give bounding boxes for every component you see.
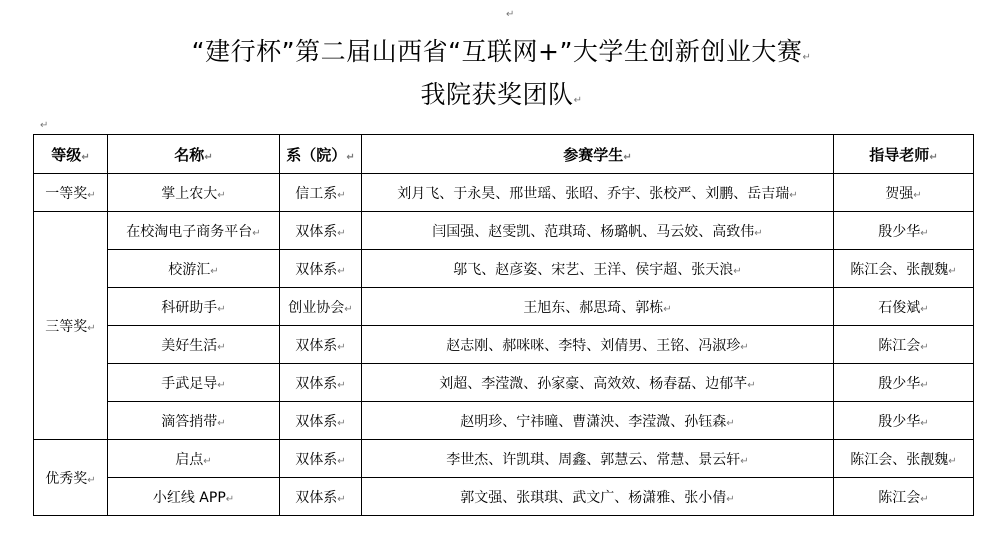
paragraph-mark: ↵ — [506, 9, 515, 20]
advisor-cell: 陈江会、张靓魏↵ — [834, 250, 974, 288]
department-cell: 双体系↵ — [280, 402, 362, 440]
students-cell: 刘超、李滢溦、孙家豪、高效效、杨春磊、边郁芊↵ — [362, 364, 834, 402]
table-row — [34, 440, 974, 478]
team-name-cell: 启点↵ — [108, 440, 280, 478]
team-name-cell: 小红线 APP↵ — [108, 478, 280, 516]
table-row — [34, 364, 974, 402]
department-cell: 双体系↵ — [280, 250, 362, 288]
department-cell: 双体系↵ — [280, 440, 362, 478]
department-cell: 双体系↵ — [280, 212, 362, 250]
table-row — [34, 402, 974, 440]
document-title: “建行杯”第二届山西省“互联网+”大学生创新创业大赛↵ — [191, 37, 812, 66]
students-cell: 邬飞、赵彦姿、宋艺、王洋、侯宇超、张天浪↵ — [362, 250, 834, 288]
students-cell: 王旭东、郝思琦、郭栋↵ — [362, 288, 834, 326]
advisor-cell: 石俊斌↵ — [834, 288, 974, 326]
team-name-cell: 校游汇↵ — [108, 250, 280, 288]
department-cell: 双体系↵ — [280, 478, 362, 516]
header-advisor: 指导老师↵ — [834, 135, 974, 174]
team-name-cell: 科研助手↵ — [108, 288, 280, 326]
students-cell: 刘月飞、于永昊、邢世瑶、张昭、乔宇、张校严、刘鹏、岳吉瑞↵ — [362, 174, 834, 212]
team-name-cell: 滴答捎带↵ — [108, 402, 280, 440]
awards-table — [33, 134, 974, 516]
department-cell: 双体系↵ — [280, 364, 362, 402]
header-name: 名称↵ — [108, 135, 280, 174]
team-name-cell: 手武足导↵ — [108, 364, 280, 402]
advisor-cell: 陈江会↵ — [834, 326, 974, 364]
students-cell: 赵明珍、宁祎曈、曹潇泱、李滢溦、孙钰森↵ — [362, 402, 834, 440]
advisor-cell: 殷少华↵ — [834, 212, 974, 250]
advisor-cell: 殷少华↵ — [834, 364, 974, 402]
table-row — [34, 174, 974, 212]
table-row — [34, 288, 974, 326]
students-cell: 李世杰、许凯琪、周鑫、郭慧云、常慧、景云轩↵ — [362, 440, 834, 478]
department-cell: 创业协会↵ — [280, 288, 362, 326]
department-cell: 双体系↵ — [280, 326, 362, 364]
table-row — [34, 212, 974, 250]
header-students: 参赛学生↵ — [362, 135, 834, 174]
department-cell: 信工系↵ — [280, 174, 362, 212]
team-name-cell: 美好生活↵ — [108, 326, 280, 364]
students-cell: 闫国强、赵雯凯、范琪琦、杨璐帆、马云姣、高致伟↵ — [362, 212, 834, 250]
table-row — [34, 326, 974, 364]
award-level-cell: 优秀奖↵ — [34, 440, 108, 516]
advisor-cell: 殷少华↵ — [834, 402, 974, 440]
header-dept: 系（院）↵ — [280, 135, 362, 174]
table-header-row — [34, 135, 974, 174]
advisor-cell: 陈江会、张靓魏↵ — [834, 440, 974, 478]
award-level-cell: 一等奖↵ — [34, 174, 108, 212]
award-level-cell: 三等奖↵ — [34, 212, 108, 440]
team-name-cell: 在校淘电子商务平台↵ — [108, 212, 280, 250]
header-level: 等级↵ — [34, 135, 108, 174]
table-row — [34, 478, 974, 516]
paragraph-mark: ↵ — [40, 120, 49, 131]
table-row — [34, 250, 974, 288]
table-body — [34, 174, 974, 516]
students-cell: 赵志刚、郝咪咪、李特、刘倩男、王铭、冯淑珍↵ — [362, 326, 834, 364]
team-name-cell: 掌上农大↵ — [108, 174, 280, 212]
document-subtitle: 我院获奖团队↵ — [420, 80, 583, 109]
advisor-cell: 陈江会↵ — [834, 478, 974, 516]
students-cell: 郭文强、张琪琪、武文广、杨潇雅、张小倩↵ — [362, 478, 834, 516]
advisor-cell: 贺强↵ — [834, 174, 974, 212]
